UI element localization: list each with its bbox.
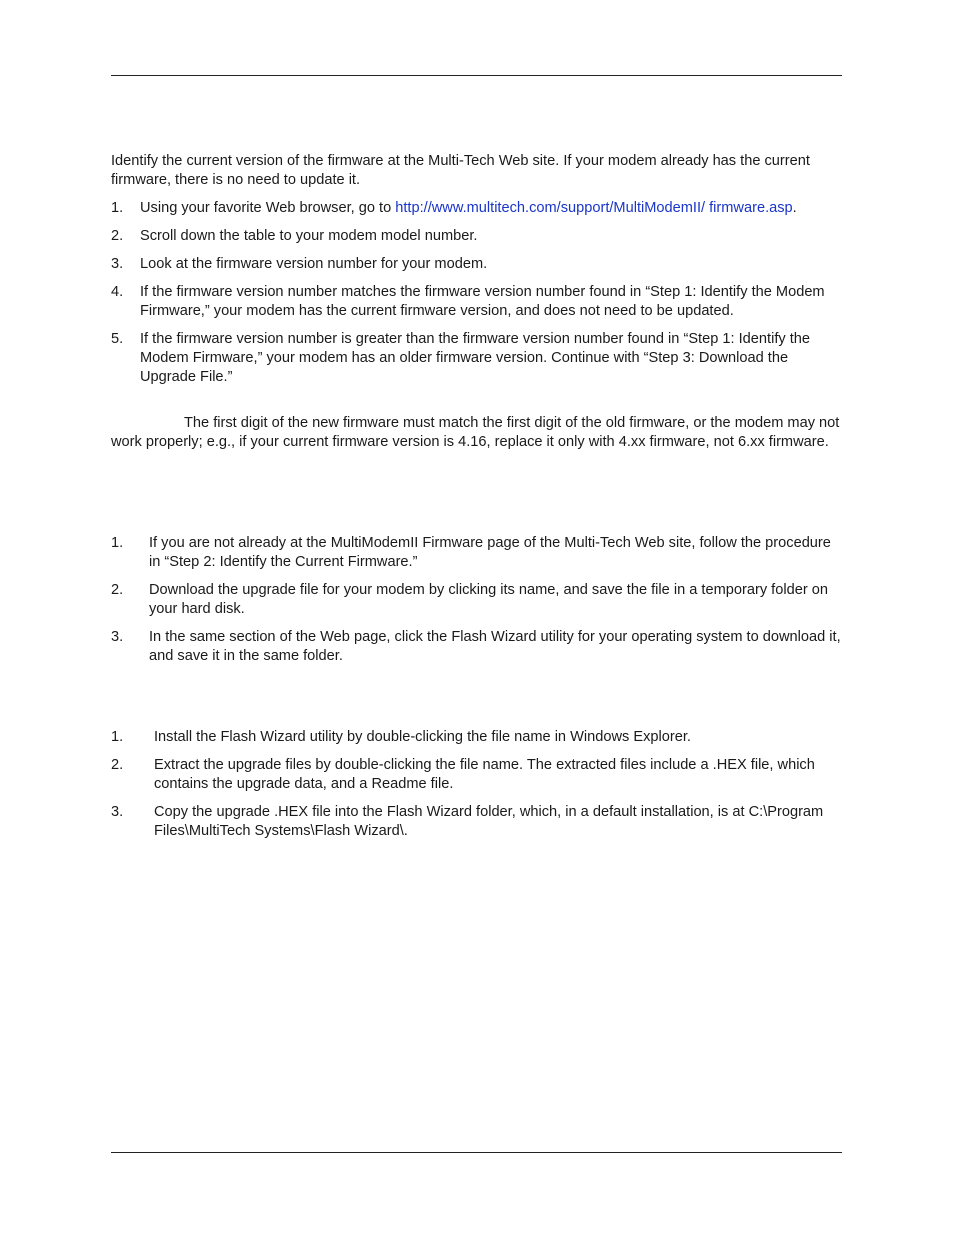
step-text: If you are not already at the MultiModemII Firmware page of the Multi-Tech Web site, follow the procedure in “Step 2: Identify the Current Firmware.” [149,535,831,570]
step-number: 2. [111,228,124,244]
step-number: 1. [111,535,124,551]
step-text: Install the Flash Wizard utility by double-clicking the file name in Windows Explorer. [154,729,691,745]
step-text [140,199,846,218]
step-number: 3. [111,629,124,645]
step-text-before-link: Using your favorite Web browser, go to [140,200,396,216]
step-number: 1. [111,200,124,216]
list-item [111,728,846,747]
step-text: Look at the firmware version number for your modem. [140,256,488,272]
list-item [111,534,846,572]
firmware-page-link[interactable]: http://www.multitech.com/support/MultiModemII/ firmware.asp [395,200,793,216]
step-text: Copy the upgrade .HEX file into the Flash Wizard folder, which, in a default installation, is at C:\Program Files\MultiTech Systems\Flash Wizard\. [154,804,824,839]
install-steps-list [111,728,846,850]
list-item [111,283,846,321]
step-number: 5. [111,331,124,347]
step-number: 3. [111,256,124,272]
step-number: 2. [111,757,124,773]
firmware-note: The first digit of the new firmware must match the first digit of the old firmware, or the modem may not work properly; e.g., if your current firmware version is 4.16, replace it only with 4.xx firmware, not 6.xx firmware. [111,415,840,450]
list-item [111,803,846,841]
list-item [111,330,846,387]
identify-intro: Identify the current version of the firmware at the Multi-Tech Web site. If your modem already has the current firmware, there is no need to update it. [111,153,810,188]
step-text: If the firmware version number matches the firmware version number found in “Step 1: Identify the Modem Firmware,” your modem has the current firmware version, and does not need to be updated. [140,284,825,319]
download-steps-list [111,534,846,675]
list-item [111,255,846,274]
step-number: 3. [111,804,124,820]
footer-rule [111,1152,842,1153]
step-text: Extract the upgrade files by double-clicking the file name. The extracted files include a .HEX file, which contains the upgrade data, and a Readme file. [154,757,815,792]
list-item [111,581,846,619]
list-item [111,756,846,794]
step-number: 4. [111,284,124,300]
step-text: Download the upgrade file for your modem by clicking its name, and save the file in a temporary folder on your hard disk. [149,582,828,617]
list-item [111,227,846,246]
step-text: Scroll down the table to your modem model number. [140,228,478,244]
identify-steps-list [111,199,846,396]
step-number: 1. [111,729,124,745]
step-number: 2. [111,582,124,598]
step-text: In the same section of the Web page, click the Flash Wizard utility for your operating system to download it, and save it in the same folder. [149,629,841,664]
step-text-after-link: . [792,200,797,216]
list-item [111,199,846,218]
header-rule [111,75,842,76]
list-item [111,628,846,666]
step-text: If the firmware version number is greater than the firmware version number found in “Step 1: Identify the Modem Firmware,” your modem has an older firmware version. Continue with “Step 3: Download the Upgrade File.” [140,331,811,385]
